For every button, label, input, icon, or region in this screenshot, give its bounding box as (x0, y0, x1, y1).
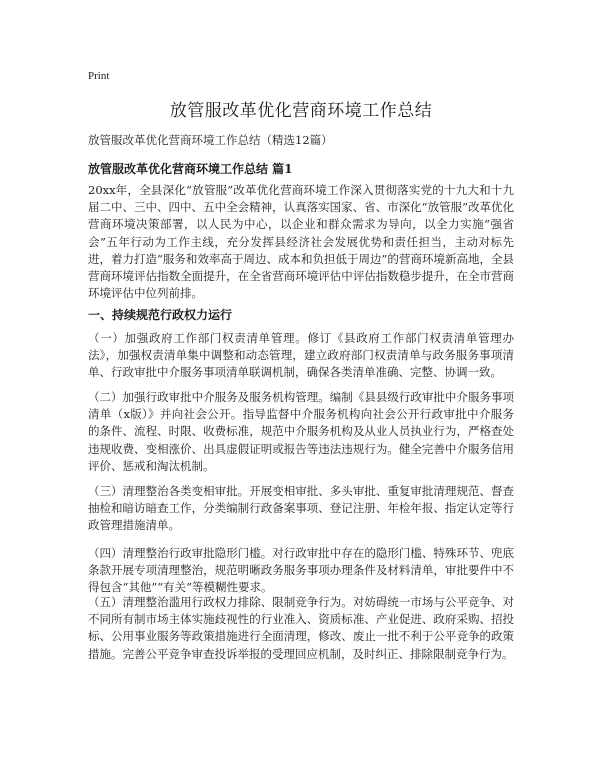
section-title: 放管服改革优化营商环境工作总结 篇1 (88, 162, 293, 176)
document-title: 放管服改革优化营商环境工作总结 (169, 101, 433, 121)
heading-1: 一、持续规范行政权力运行 (88, 308, 233, 322)
paragraph-1: （一）加强政府工作部门权责清单管理。修订《县政府工作部门权责清单管理办法》，加强权责清单集中调整和动态管理，建立政府部门权责清单与政务服务事项清单、行政审批中介服务事项清单联调机制，确保各类清单准确、完整、协调一致。 (88, 331, 514, 380)
paragraph-5: （五）清理整治滥用行政权力排除、限制竞争行为。对妨碍统一市场与公平竞争、对不同所有制市场主体实施歧视性的行业准入、资质标准、产业促进、政府采购、招投标、公用事业服务等政策措施进行全面清理，修改、废止一批不利于公平竞争的政策措施。完善公平竞争审查投诉举报的受理回应机制，及时纠正、排除限制竞争行为。 (88, 595, 514, 661)
paragraph-3: （三）清理整治各类变相审批。开展变相审批、多头审批、重复审批清理规范、督查抽检和暗访暗查工作，分类编制行政备案事项、登记注册、年检年报、指定认定等行政管理措施清单。 (88, 484, 514, 533)
paragraph-2: （二）加强行政审批中介服务及服务机构管理。编制《县县级行政审批中介服务事项清单（x版）》并向社会公开。指导监督中介服务机构向社会公开行政审批中介服务的条件、流程、时限、收费标准，规范中介服务机构及从业人员执业行为，严格查处违规收费、变相涨价、出具虚假证明或报告等违法违规行为。健全完善中介服务信用评价、惩戒和淘汰机制。 (88, 390, 514, 473)
print-link[interactable]: Print (88, 70, 110, 82)
document-subtitle: 放管服改革优化营商环境工作总结（精选12篇） (88, 133, 333, 147)
intro-paragraph: 20xx年，全县深化“放管服”改革优化营商环境工作深入贯彻落实党的十九大和十九届二中、三中、四中、五中全会精神，认真落实国家、省、市深化“放管服”改革优化营商环境决策部署，以人民为中心，以企业和群众需求为导向，以全力实施“强省会”五年行动为工作主线，充分发挥县经济社会发展优势和责任担当，主动对标先进，着力打造“服务和效率高于周边、成本和负担低于周边”的营商环境新高地，全县营商环境评估指数全面提升，在全省营商环境评估中评估指数稳步提升，在全市营商环境评估中位列前排。 (88, 183, 514, 301)
paragraph-4: （四）清理整治行政审批隐形门槛。对行政审批中存在的隐形门槛、特殊环节、兜底条款开展专项清理整治，规范明晰政务服务事项办理条件及材料清单，审批要件中不得包含“其他”“有关”等模糊性要求。 (88, 546, 514, 595)
